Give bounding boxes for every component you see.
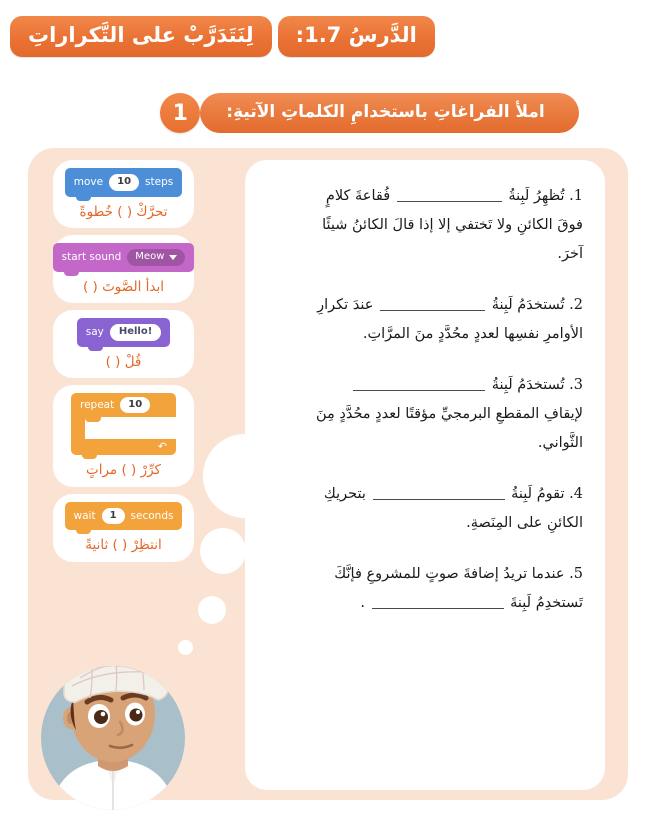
move-block-caption: تحرَّكْ ( ) خُطوةً [79, 203, 168, 220]
question-item-5 [267, 560, 583, 618]
thought-bubble-medium [200, 528, 246, 574]
question-item-3 [267, 371, 583, 458]
start-sound-caption: ابدأ الصَّوتَ ( ) [82, 278, 164, 295]
question-4-text-before: تقومُ لَبِنةُ [511, 486, 565, 502]
question-5-number: 5. [569, 566, 583, 582]
wait-block-label-right: seconds [130, 509, 174, 522]
questions-card [245, 160, 605, 790]
move-block-label-right: steps [145, 176, 174, 189]
move-block-value[interactable]: 10 [109, 174, 139, 191]
character-eye-highlight-right [136, 710, 140, 714]
repeat-block-header [71, 393, 176, 417]
question-1-text-before: تُظهِرُ لَبِنةُ [508, 188, 565, 204]
question-2-line2: الأوامرِ نفسِها لعددٍ محُدَّدٍ منَ المرَّاتِ. [362, 326, 583, 342]
question-1-text-after: فُقاعةَ كلامٍ [325, 188, 391, 204]
repeat-block-value[interactable]: 10 [120, 397, 150, 414]
student-character-illustration [28, 640, 198, 815]
question-2-text-before: تُستخدَمُ لَبِنةُ [491, 297, 565, 313]
question-1-blank[interactable] [397, 187, 502, 202]
character-eye-highlight-left [101, 712, 106, 717]
wait-block[interactable] [65, 502, 183, 531]
loop-arrow-icon: ↶ [157, 440, 167, 454]
question-5-blank[interactable] [372, 594, 504, 609]
start-sound-block[interactable] [53, 243, 195, 272]
repeat-block-label-left: repeat [80, 399, 115, 412]
wait-block-label-left: wait [73, 509, 96, 522]
word-bank-blocks-column [46, 160, 201, 562]
block-card-repeat[interactable] [53, 385, 194, 487]
wait-block-caption: انتظِرْ ( ) ثانيةً [85, 537, 162, 554]
block-card-say[interactable] [53, 310, 194, 378]
lesson-title-badge: لِنَتَدَرَّبْ على التَّكراراتِ [10, 16, 272, 57]
repeat-block-arm [71, 417, 85, 439]
block-card-start-sound[interactable] [53, 235, 194, 303]
start-sound-label-left: start sound [61, 251, 122, 264]
question-1-line2: فوقَ الكائنِ ولا تَختفي إلا إذا قالَ الكائنُ شيئًا [322, 217, 583, 233]
repeat-block-caption: كرِّرْ ( ) مراتٍ [86, 462, 161, 479]
task-instruction-text: املأ الفراغاتِ باستخدامِ الكلماتِ الآتيةِ: [200, 93, 578, 133]
repeat-block-notch [85, 417, 101, 422]
question-4-blank[interactable] [373, 485, 505, 500]
question-3-blank[interactable] [353, 376, 485, 391]
question-3-text-before: تُستخدَمُ لَبِنةُ [491, 377, 565, 393]
character-pupil-left [94, 710, 108, 724]
say-block-caption: قُلْ ( ) [105, 353, 142, 370]
thought-bubble-small [198, 596, 226, 624]
question-2-number: 2. [569, 297, 583, 313]
question-5-text-before: عندما تريدُ إضافةَ صوتٍ للمشروعِ فإنَّكَ [334, 566, 565, 582]
question-4-line2: الكائنِ على المِنَصةِ. [466, 515, 583, 531]
question-2-text-after: عندَ تكرارِ [317, 297, 374, 313]
move-block-label-left: move [73, 176, 104, 189]
block-card-move[interactable] [53, 160, 194, 228]
question-3-line2: لإيقافِ المقطعِ البرمجيِّ مؤقتًا لعددٍ محُدَّدٍ مِنَ [315, 406, 583, 422]
question-5-line2-before: تَستخدِمُ لَبِنةَ [510, 595, 583, 611]
question-1-number: 1. [569, 188, 583, 204]
wait-block-value[interactable]: 1 [102, 508, 125, 525]
move-block[interactable] [65, 168, 182, 197]
question-item-4 [267, 480, 583, 538]
question-5-line2-after: . [360, 595, 365, 611]
say-block[interactable] [77, 318, 171, 347]
repeat-block[interactable] [71, 393, 176, 455]
question-4-text-after: بتحريكِ [323, 486, 366, 502]
start-sound-value: Meow [135, 251, 165, 263]
task-number-badge: 1 [160, 93, 200, 133]
question-3-line3: الثَّواني. [537, 435, 583, 451]
task-instruction-row [0, 90, 665, 136]
character-pupil-right [130, 709, 143, 722]
start-sound-dropdown[interactable] [127, 249, 185, 266]
question-2-blank[interactable] [380, 296, 485, 311]
question-1-line3: آخرَ. [557, 246, 583, 262]
question-4-number: 4. [569, 486, 583, 502]
chevron-down-icon [169, 255, 177, 260]
question-item-2 [267, 291, 583, 349]
lesson-number-badge: الدَّرسُ 1.7: [278, 16, 435, 57]
question-item-1 [267, 182, 583, 269]
block-card-wait[interactable] [53, 494, 194, 562]
say-block-value[interactable]: Hello! [110, 324, 161, 341]
say-block-label-left: say [85, 326, 104, 339]
page-header [0, 8, 665, 64]
question-3-number: 3. [569, 377, 583, 393]
